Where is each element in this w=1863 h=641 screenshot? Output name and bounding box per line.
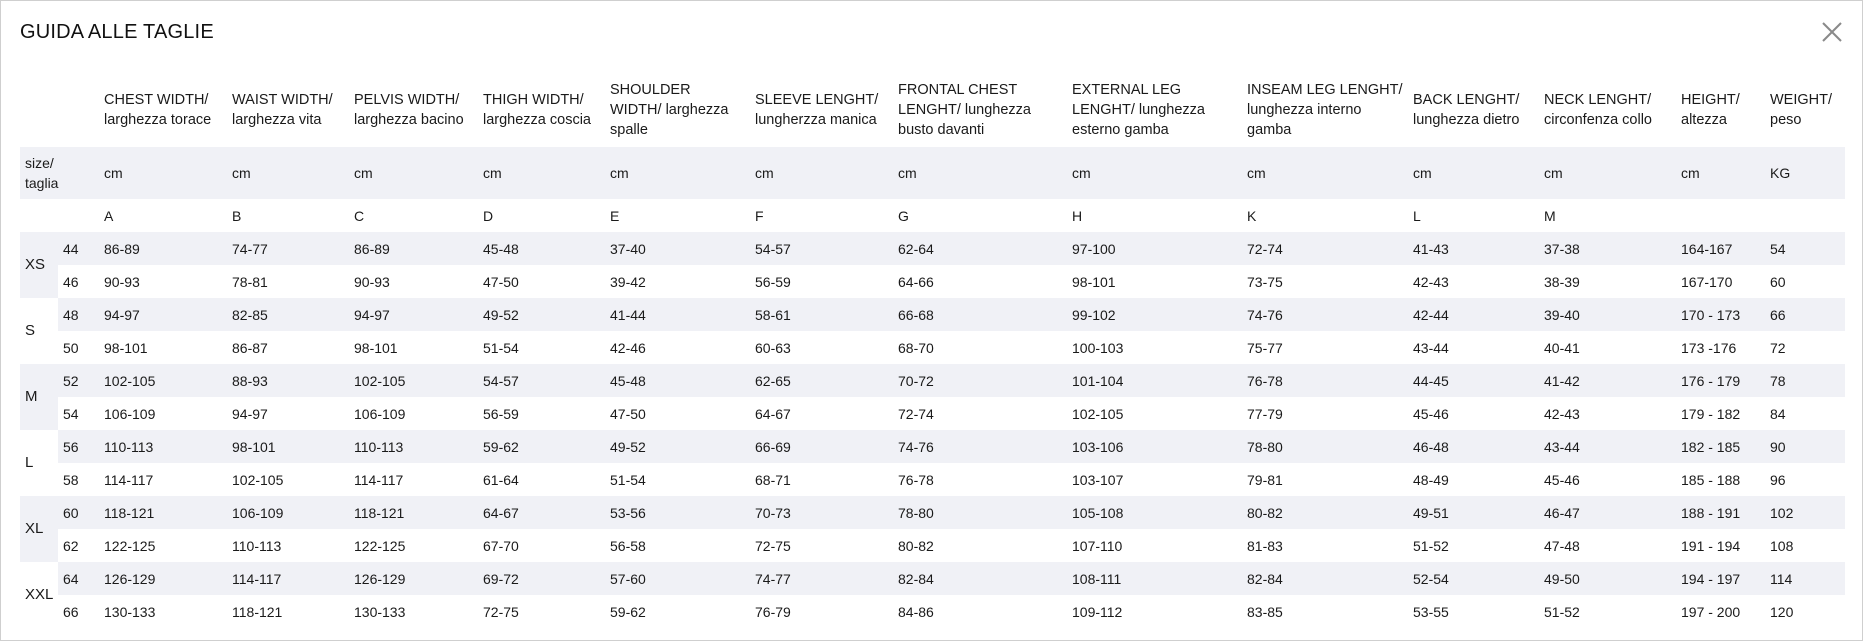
size-group-label: XS	[20, 232, 58, 298]
header-row	[20, 71, 1845, 147]
measure-cell: 45-46	[1544, 471, 1580, 488]
units-row	[20, 147, 1845, 199]
measure-cell: 90	[1765, 430, 1845, 463]
column-header: SLEEVE LENGHT/ lungherzza manica	[755, 92, 879, 128]
measure-cell: 176 - 179	[1676, 364, 1765, 397]
column-header: WEIGHT/ peso	[1770, 92, 1833, 128]
header-corner	[20, 71, 99, 147]
measure-cell: 96	[1770, 471, 1786, 488]
measure-cell: 106-109	[227, 496, 349, 529]
measure-cell: 118-121	[99, 496, 227, 529]
measure-cell: 74-76	[1242, 298, 1408, 331]
letter-cell: M	[1544, 207, 1556, 224]
measure-cell: 114	[1765, 562, 1845, 595]
measure-cell: 72-74	[1242, 232, 1408, 265]
table-row	[20, 232, 1845, 265]
measure-cell: 49-50	[1539, 562, 1676, 595]
unit-cell: cm	[1676, 147, 1765, 199]
measure-cell: 108-111	[1067, 562, 1242, 595]
measure-cell: 114-117	[227, 562, 349, 595]
size-number: 48	[58, 298, 99, 331]
table-row	[20, 364, 1845, 397]
measure-cell: 80-82	[1242, 496, 1408, 529]
column-header: NECK LENGHT/ circonfenza collo	[1544, 92, 1652, 128]
measure-cell: 98-101	[104, 339, 148, 356]
letter-cell: K	[1247, 207, 1257, 224]
measure-cell: 70-72	[893, 364, 1067, 397]
measure-cell: 182 - 185	[1676, 430, 1765, 463]
measure-cell: 66-69	[750, 430, 893, 463]
measure-cell: 86-89	[99, 232, 227, 265]
measure-cell: 82-84	[1242, 562, 1408, 595]
measure-cell: 94-97	[99, 298, 227, 331]
measure-cell: 164-167	[1676, 232, 1765, 265]
measure-cell: 51-52	[1544, 603, 1580, 620]
measure-cell: 97-100	[1067, 232, 1242, 265]
modal-title: GUIDA ALLE TAGLIE	[20, 21, 214, 43]
measure-cell: 64-66	[898, 273, 934, 290]
measure-cell: 53-56	[605, 496, 750, 529]
measure-cell: 101-104	[1067, 364, 1242, 397]
size-number: 56	[58, 430, 99, 463]
measure-cell: 77-79	[1247, 405, 1283, 422]
measure-cell: 98-101	[1072, 273, 1116, 290]
measure-cell: 94-97	[232, 405, 268, 422]
measure-cell: 76-78	[898, 471, 934, 488]
size-group-label: XL	[20, 496, 58, 562]
measure-cell: 94-97	[349, 298, 478, 331]
measure-cell: 53-55	[1413, 603, 1449, 620]
measure-cell: 39-42	[610, 273, 646, 290]
measure-cell: 41-43	[1408, 232, 1539, 265]
measure-cell: 76-78	[1242, 364, 1408, 397]
measure-cell: 37-38	[1539, 232, 1676, 265]
measure-cell: 43-44	[1413, 339, 1449, 356]
measure-cell: 167-170	[1681, 273, 1733, 290]
measure-cell: 37-40	[605, 232, 750, 265]
measure-cell: 69-72	[478, 562, 605, 595]
measure-cell: 86-89	[349, 232, 478, 265]
measure-cell: 51-54	[610, 471, 646, 488]
measure-cell: 54	[1765, 232, 1845, 265]
letter-cell: L	[1413, 207, 1421, 224]
letter-cell: F	[755, 207, 764, 224]
measure-cell: 194 - 197	[1676, 562, 1765, 595]
measure-cell: 88-93	[227, 364, 349, 397]
column-header: SHOULDER WIDTH/ larghezza spalle	[610, 82, 729, 138]
measure-cell: 42-46	[610, 339, 646, 356]
unit-cell: cm	[99, 147, 227, 199]
measure-cell: 74-76	[893, 430, 1067, 463]
table-row	[20, 265, 1845, 298]
measure-cell: 51-54	[483, 339, 519, 356]
size-number: 46	[63, 273, 79, 290]
letter-cell: C	[354, 207, 365, 224]
measure-cell: 78-80	[893, 496, 1067, 529]
measure-cell: 81-83	[1247, 537, 1283, 554]
measure-cell: 102-105	[99, 364, 227, 397]
measure-cell: 191 - 194	[1681, 537, 1741, 554]
measure-cell: 72-75	[483, 603, 519, 620]
measure-cell: 58-61	[750, 298, 893, 331]
measure-cell: 86-87	[232, 339, 268, 356]
table-row	[20, 496, 1845, 529]
measure-cell: 44-45	[1408, 364, 1539, 397]
column-header: CHEST WIDTH/ larghezza torace	[104, 92, 212, 128]
measure-cell: 122-125	[354, 537, 406, 554]
measure-cell: 49-51	[1408, 496, 1539, 529]
measure-cell: 42-43	[1413, 273, 1449, 290]
measure-cell: 74-77	[227, 232, 349, 265]
measure-cell: 84-86	[898, 603, 934, 620]
measure-cell: 76-79	[755, 603, 791, 620]
measure-cell: 57-60	[605, 562, 750, 595]
measure-cell: 43-44	[1539, 430, 1676, 463]
table-row	[20, 529, 1845, 562]
letter-cell: A	[104, 207, 114, 224]
column-header: EXTERNAL LEG LENGHT/ lunghezza esterno gamba	[1072, 82, 1205, 138]
measure-cell: 90-93	[354, 273, 390, 290]
measure-cell: 108	[1770, 537, 1794, 554]
size-label-text: size/ taglia	[25, 155, 59, 191]
measure-cell: 70-73	[750, 496, 893, 529]
column-header: WAIST WIDTH/ larghezza vita	[232, 92, 333, 128]
measure-cell: 110-113	[349, 430, 478, 463]
letter-cell	[1676, 199, 1765, 232]
measure-cell: 107-110	[1072, 537, 1123, 554]
measure-cell: 106-109	[354, 405, 406, 422]
measure-cell: 179 - 182	[1681, 405, 1741, 422]
size-group-label: XXL	[20, 562, 58, 628]
measure-cell: 173 -176	[1681, 339, 1737, 356]
measure-cell: 74-77	[750, 562, 893, 595]
letter-cell: E	[610, 207, 620, 224]
measure-cell: 197 - 200	[1681, 603, 1741, 620]
letter-cell: B	[232, 207, 242, 224]
measure-cell: 188 - 191	[1676, 496, 1765, 529]
measure-cell: 130-133	[104, 603, 156, 620]
measure-cell: 109-112	[1072, 603, 1123, 620]
size-label	[20, 147, 99, 199]
measure-cell: 130-133	[354, 603, 406, 620]
measure-cell: 62-65	[750, 364, 893, 397]
unit-cell: cm	[1067, 147, 1242, 199]
measure-cell: 78-81	[232, 273, 268, 290]
measure-cell: 56-59	[755, 273, 791, 290]
measure-cell: 64-67	[478, 496, 605, 529]
measure-cell: 47-50	[483, 273, 519, 290]
measure-cell: 79-81	[1247, 471, 1283, 488]
measure-cell: 82-85	[227, 298, 349, 331]
size-number: 52	[58, 364, 99, 397]
measure-cell: 54-57	[478, 364, 605, 397]
measure-cell: 52-54	[1408, 562, 1539, 595]
measure-cell: 72-75	[755, 537, 791, 554]
measure-cell: 49-52	[478, 298, 605, 331]
letter-cell: G	[898, 207, 909, 224]
measure-cell: 47-50	[610, 405, 646, 422]
size-number: 66	[63, 603, 79, 620]
table-row	[20, 463, 1845, 496]
measure-cell: 90-93	[104, 273, 140, 290]
column-header: INSEAM LEG LENGHT/ lunghezza interno gamba	[1247, 82, 1403, 138]
size-number: 50	[63, 339, 79, 356]
measure-cell: 40-41	[1544, 339, 1580, 356]
measure-cell: 103-106	[1067, 430, 1242, 463]
size-number: 60	[58, 496, 99, 529]
unit-cell: cm	[1242, 147, 1408, 199]
table-row	[20, 562, 1845, 595]
table-row	[20, 595, 1845, 628]
measure-cell: 98-101	[227, 430, 349, 463]
unit-cell: cm	[478, 147, 605, 199]
unit-cell: cm	[1408, 147, 1539, 199]
measure-cell: 118-121	[232, 603, 283, 620]
measure-cell: 185 - 188	[1681, 471, 1741, 488]
close-icon[interactable]	[1818, 18, 1846, 46]
size-group-label: S	[20, 298, 58, 364]
measure-cell: 64-67	[755, 405, 791, 422]
measure-cell: 106-109	[104, 405, 156, 422]
table-row	[20, 331, 1845, 364]
measure-cell: 67-70	[483, 537, 519, 554]
measure-cell: 126-129	[99, 562, 227, 595]
measure-cell: 60-63	[755, 339, 791, 356]
measure-cell: 100-103	[1072, 339, 1124, 356]
measure-cell: 62-64	[893, 232, 1067, 265]
measure-cell: 78-80	[1242, 430, 1408, 463]
measure-cell: 51-52	[1413, 537, 1449, 554]
measure-cell: 102-105	[1072, 405, 1124, 422]
measure-cell: 103-107	[1072, 471, 1124, 488]
measure-cell: 80-82	[898, 537, 934, 554]
measure-cell: 59-62	[610, 603, 646, 620]
measure-cell: 68-70	[898, 339, 934, 356]
size-group-label: L	[20, 430, 58, 496]
letter-cell: H	[1072, 207, 1083, 224]
measure-cell: 54-57	[750, 232, 893, 265]
unit-cell: cm	[349, 147, 478, 199]
letters-row	[20, 199, 1845, 232]
measure-cell: 84	[1770, 405, 1786, 422]
measure-cell: 68-71	[755, 471, 791, 488]
measure-cell: 118-121	[349, 496, 478, 529]
measure-cell: 110-113	[99, 430, 227, 463]
measure-cell: 102	[1765, 496, 1845, 529]
measure-cell: 72	[1770, 339, 1786, 356]
letters-corner	[20, 199, 99, 232]
measure-cell: 41-42	[1539, 364, 1676, 397]
measure-cell: 110-113	[232, 537, 282, 554]
measure-cell: 99-102	[1067, 298, 1242, 331]
measure-cell: 122-125	[104, 537, 156, 554]
measure-cell: 59-62	[478, 430, 605, 463]
measure-cell: 41-44	[605, 298, 750, 331]
letter-cell	[1765, 199, 1845, 232]
measure-cell: 105-108	[1067, 496, 1242, 529]
measure-cell: 42-44	[1408, 298, 1539, 331]
measure-cell: 66-68	[893, 298, 1067, 331]
measure-cell: 56-58	[610, 537, 646, 554]
measure-cell: 46-48	[1408, 430, 1539, 463]
measure-cell: 102-105	[232, 471, 284, 488]
measure-cell: 45-48	[605, 364, 750, 397]
size-table	[20, 71, 1845, 628]
measure-cell: 75-77	[1247, 339, 1283, 356]
measure-cell: 46-47	[1539, 496, 1676, 529]
unit-cell: cm	[1539, 147, 1676, 199]
unit-cell: cm	[605, 147, 750, 199]
measure-cell: 83-85	[1247, 603, 1283, 620]
measure-cell: 45-48	[478, 232, 605, 265]
column-header: FRONTAL CHEST LENGHT/ lunghezza busto davanti	[898, 82, 1031, 138]
measure-cell: 114-117	[354, 471, 404, 488]
column-header: BACK LENGHT/ lunghezza dietro	[1413, 92, 1520, 128]
measure-cell: 48-49	[1413, 471, 1449, 488]
size-number: 44	[58, 232, 99, 265]
column-header: PELVIS WIDTH/ larghezza bacino	[354, 92, 464, 128]
measure-cell: 170 - 173	[1676, 298, 1765, 331]
measure-cell: 78	[1765, 364, 1845, 397]
measure-cell: 39-40	[1539, 298, 1676, 331]
measure-cell: 38-39	[1544, 273, 1580, 290]
size-number: 64	[58, 562, 99, 595]
table-row	[20, 397, 1845, 430]
size-number: 54	[63, 405, 79, 422]
unit-cell: KG	[1765, 147, 1845, 199]
measure-cell: 114-117	[104, 471, 154, 488]
size-number: 62	[63, 537, 79, 554]
measure-cell: 120	[1770, 603, 1794, 620]
size-number: 58	[63, 471, 79, 488]
unit-cell: cm	[750, 147, 893, 199]
measure-cell: 49-52	[605, 430, 750, 463]
column-header: HEIGHT/ altezza	[1681, 92, 1740, 128]
measure-cell: 60	[1770, 273, 1786, 290]
size-group-label: M	[20, 364, 58, 430]
measure-cell: 98-101	[354, 339, 398, 356]
measure-cell: 72-74	[898, 405, 934, 422]
measure-cell: 126-129	[349, 562, 478, 595]
column-header: THIGH WIDTH/ larghezza coscia	[483, 92, 591, 128]
measure-cell: 45-46	[1413, 405, 1449, 422]
measure-cell: 56-59	[483, 405, 519, 422]
measure-cell: 82-84	[893, 562, 1067, 595]
measure-cell: 47-48	[1544, 537, 1580, 554]
measure-cell: 73-75	[1247, 273, 1283, 290]
measure-cell: 102-105	[349, 364, 478, 397]
unit-cell: cm	[227, 147, 349, 199]
unit-cell: cm	[893, 147, 1067, 199]
measure-cell: 66	[1765, 298, 1845, 331]
table-row	[20, 298, 1845, 331]
measure-cell: 42-43	[1544, 405, 1580, 422]
letter-cell: D	[483, 207, 494, 224]
table-row	[20, 430, 1845, 463]
measure-cell: 61-64	[483, 471, 519, 488]
